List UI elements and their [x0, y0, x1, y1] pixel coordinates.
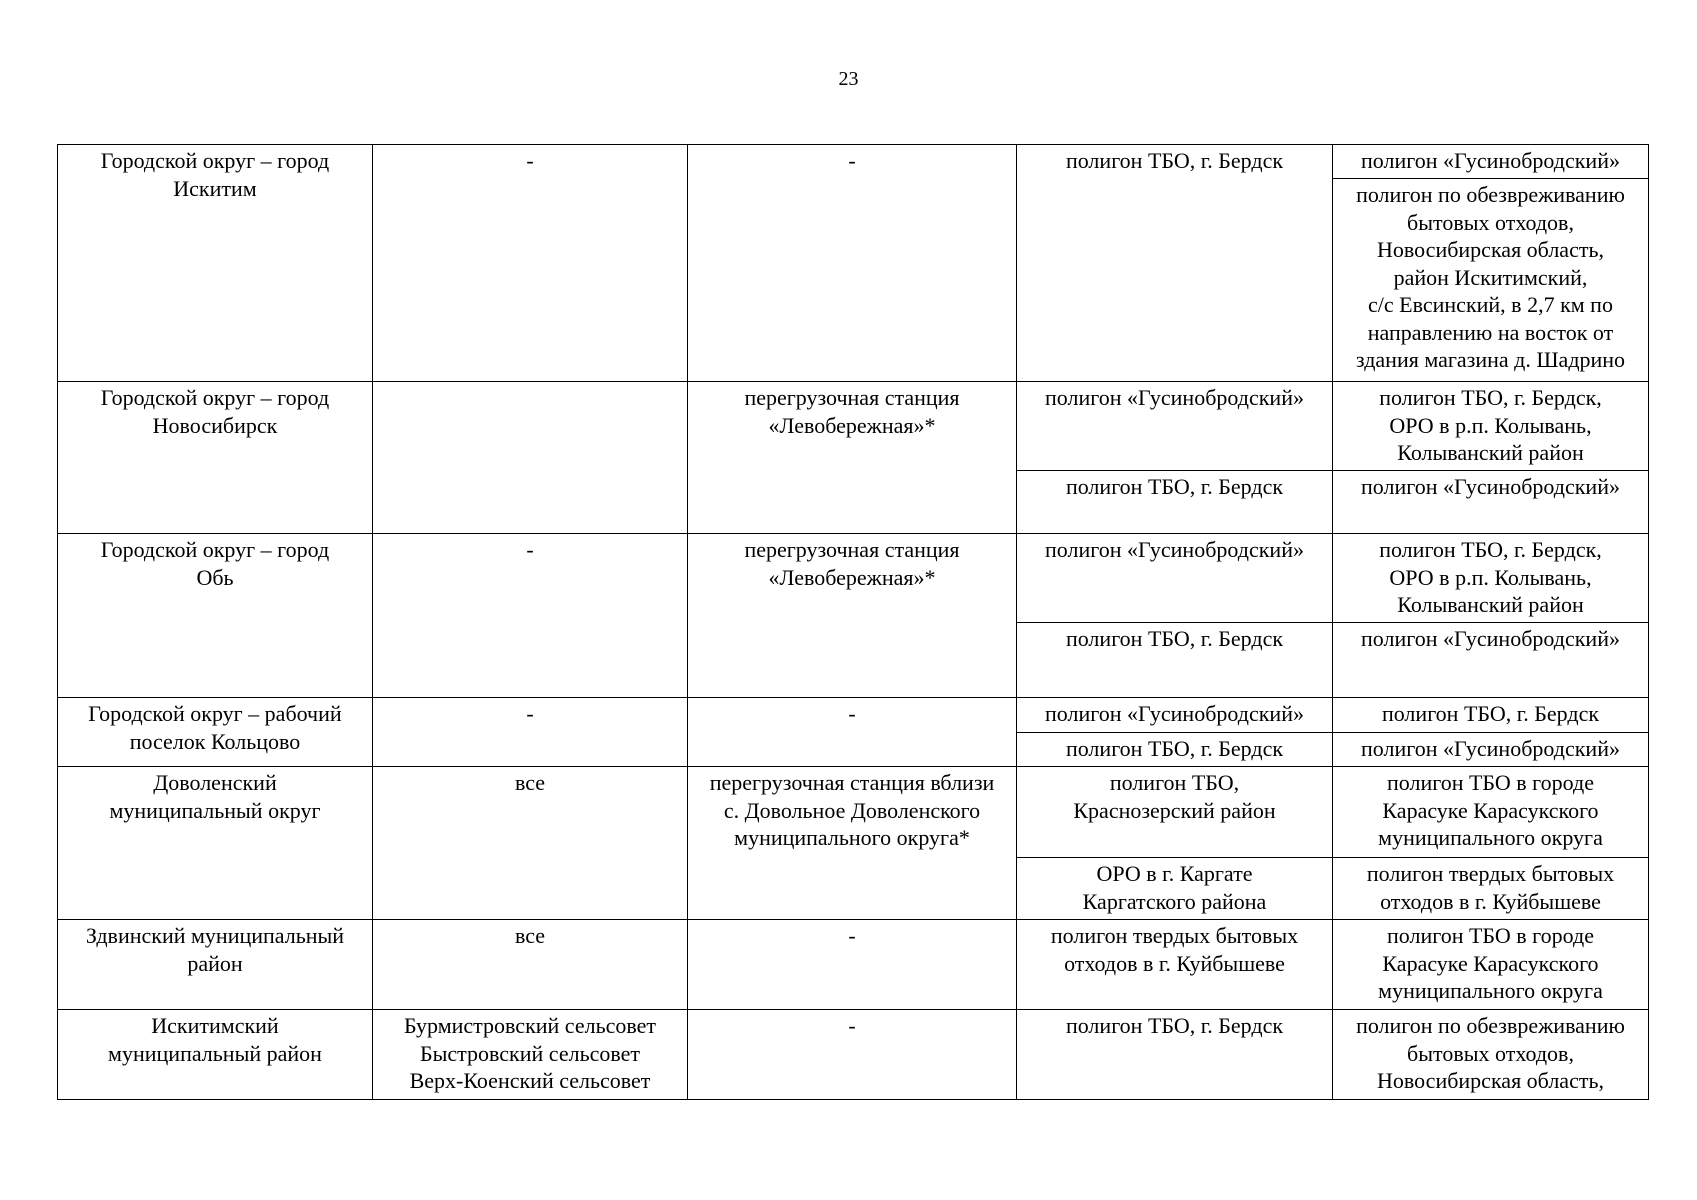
reserve-facility-cell: полигон ТБО в городе Карасуке Карасукского муниципального округа	[1333, 767, 1649, 858]
settlements-cell: -	[373, 534, 688, 698]
table-row	[58, 767, 1649, 858]
primary-facility-cell: ОРО в г. Каргате Каргатского района	[1017, 858, 1333, 920]
municipality-cell: Городской округ – рабочий поселок Кольцово	[58, 698, 373, 767]
primary-facility-cell: полигон «Гусинобродский»	[1017, 698, 1333, 733]
reserve-facility-cell: полигон «Гусинобродский»	[1333, 471, 1649, 534]
reserve-facility-cell: полигон ТБО, г. Бердск	[1333, 698, 1649, 733]
table-row	[58, 698, 1649, 733]
page-number: 23	[838, 68, 859, 90]
transfer-station-cell: перегрузочная станция «Левобережная»*	[688, 382, 1017, 534]
settlements-cell: -	[373, 145, 688, 382]
primary-facility-cell: полигон ТБО, г. Бердск	[1017, 623, 1333, 698]
reserve-facility-cell: полигон по обезвреживанию бытовых отходов, Новосибирская область, район Искитимский, с/с Евсинский, в 2,7 км по направлению на восток от здания магазина д. Шадрино	[1333, 179, 1649, 382]
transfer-station-cell: перегрузочная станция «Левобережная»*	[688, 534, 1017, 698]
settlements-cell: все	[373, 920, 688, 1010]
settlements-cell: -	[373, 698, 688, 767]
reserve-facility-cell: полигон ТБО, г. Бердск, ОРО в р.п. Колывань, Колыванский район	[1333, 382, 1649, 471]
transfer-station-cell: -	[688, 145, 1017, 382]
transfer-station-cell: -	[688, 698, 1017, 767]
municipality-cell: Здвинский муниципальный район	[58, 920, 373, 1010]
primary-facility-cell: полигон ТБО, г. Бердск	[1017, 145, 1333, 382]
transfer-station-cell: -	[688, 920, 1017, 1010]
table-row	[58, 145, 1649, 179]
primary-facility-cell: полигон твердых бытовых отходов в г. Куйбышеве	[1017, 920, 1333, 1010]
primary-facility-cell: полигон «Гусинобродский»	[1017, 382, 1333, 471]
reserve-facility-cell: полигон ТБО, г. Бердск, ОРО в р.п. Колывань, Колыванский район	[1333, 534, 1649, 623]
primary-facility-cell: полигон ТБО, Краснозерский район	[1017, 767, 1333, 858]
primary-facility-cell: полигон ТБО, г. Бердск	[1017, 1010, 1333, 1100]
municipality-cell: Искитимский муниципальный район	[58, 1010, 373, 1100]
transfer-station-cell: -	[688, 1010, 1017, 1100]
municipality-cell: Городской округ – город Новосибирск	[58, 382, 373, 534]
primary-facility-cell: полигон ТБО, г. Бердск	[1017, 471, 1333, 534]
table-row	[58, 1010, 1649, 1100]
settlements-cell: все	[373, 767, 688, 920]
municipality-cell: Городской округ – город Искитим	[58, 145, 373, 382]
municipality-cell: Доволенский муниципальный округ	[58, 767, 373, 920]
waste-routing-table	[57, 144, 1649, 1100]
municipality-cell: Городской округ – город Обь	[58, 534, 373, 698]
table-row	[58, 534, 1649, 623]
reserve-facility-cell: полигон «Гусинобродский»	[1333, 733, 1649, 767]
settlements-cell	[373, 382, 688, 534]
primary-facility-cell: полигон ТБО, г. Бердск	[1017, 733, 1333, 767]
primary-facility-cell: полигон «Гусинобродский»	[1017, 534, 1333, 623]
table-row	[58, 920, 1649, 1010]
settlements-cell: Бурмистровский сельсовет Быстровский сельсовет Верх-Коенский сельсовет	[373, 1010, 688, 1100]
table-row	[58, 382, 1649, 471]
reserve-facility-cell: полигон ТБО в городе Карасуке Карасукского муниципального округа	[1333, 920, 1649, 1010]
reserve-facility-cell: полигон «Гусинобродский»	[1333, 145, 1649, 179]
reserve-facility-cell: полигон по обезвреживанию бытовых отходов, Новосибирская область,	[1333, 1010, 1649, 1100]
reserve-facility-cell: полигон «Гусинобродский»	[1333, 623, 1649, 698]
reserve-facility-cell: полигон твердых бытовых отходов в г. Куйбышеве	[1333, 858, 1649, 920]
transfer-station-cell: перегрузочная станция вблизи с. Довольное Доволенского муниципального округа*	[688, 767, 1017, 920]
